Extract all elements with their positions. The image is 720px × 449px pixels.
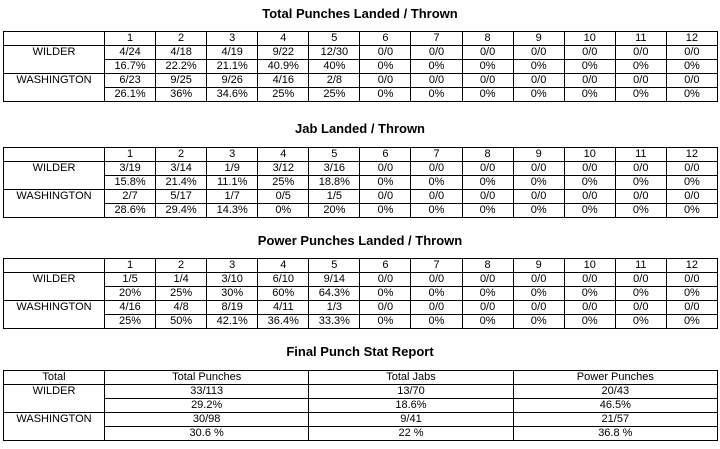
table-row [4, 399, 718, 413]
corner-cell [4, 148, 105, 162]
pct-cell: 0% [666, 315, 717, 329]
pct-cell: 36% [156, 88, 207, 102]
stat-cell: 0/0 [462, 190, 513, 204]
round-header: 11 [615, 32, 666, 46]
pct-cell: 0% [666, 88, 717, 102]
pct-cell: 28.6% [105, 204, 156, 218]
round-header: 1 [105, 148, 156, 162]
stat-cell: 33/113 [105, 385, 309, 399]
pct-cell: 15.8% [105, 176, 156, 190]
stat-cell: 0/0 [513, 46, 564, 60]
stat-cell: 9/22 [258, 46, 309, 60]
round-header: 2 [156, 259, 207, 273]
round-header: 11 [615, 148, 666, 162]
table-row [4, 162, 718, 176]
stat-cell: 0/0 [360, 46, 411, 60]
stat-cell: 0/0 [513, 162, 564, 176]
round-header: 7 [411, 148, 462, 162]
round-header: 2 [156, 32, 207, 46]
fighter-name: WILDER [4, 162, 105, 190]
stat-cell: 9/41 [309, 413, 513, 427]
pct-cell: 0% [411, 287, 462, 301]
pct-cell: 0% [564, 204, 615, 218]
stat-cell: 0/0 [564, 273, 615, 287]
stat-cell: 12/30 [309, 46, 360, 60]
stat-cell: 0/0 [360, 74, 411, 88]
stat-cell: 0/0 [462, 273, 513, 287]
stat-cell: 0/0 [360, 301, 411, 315]
pct-cell: 0% [564, 287, 615, 301]
table-row [4, 273, 718, 287]
stat-cell: 0/0 [666, 46, 717, 60]
pct-cell: 0% [462, 287, 513, 301]
stat-cell: 4/16 [258, 74, 309, 88]
pct-cell: 40% [309, 60, 360, 74]
pct-cell: 0% [615, 88, 666, 102]
jab-table [3, 147, 718, 218]
pct-cell: 25% [258, 176, 309, 190]
pct-cell: 0% [564, 88, 615, 102]
stat-cell: 4/16 [105, 301, 156, 315]
column-header: Total Punches [105, 371, 309, 385]
stat-cell: 3/10 [207, 273, 258, 287]
table-row [4, 46, 718, 60]
table-row [4, 60, 718, 74]
pct-cell: 0% [258, 204, 309, 218]
stat-cell: 0/0 [564, 46, 615, 60]
pct-cell: 0% [462, 315, 513, 329]
stat-cell: 0/0 [411, 162, 462, 176]
stat-cell: 0/0 [615, 190, 666, 204]
pct-cell: 25% [156, 287, 207, 301]
stat-cell: 0/0 [615, 162, 666, 176]
stat-cell: 5/17 [156, 190, 207, 204]
stat-cell: 1/9 [207, 162, 258, 176]
pct-cell: 0% [666, 204, 717, 218]
pct-cell: 0% [666, 287, 717, 301]
round-header: 4 [258, 148, 309, 162]
table-row [4, 385, 718, 399]
stat-cell: 9/14 [309, 273, 360, 287]
stat-cell: 4/18 [156, 46, 207, 60]
round-header: 8 [462, 259, 513, 273]
stat-cell: 1/3 [309, 301, 360, 315]
pct-cell: 0% [615, 204, 666, 218]
round-header: 5 [309, 148, 360, 162]
pct-cell: 0% [462, 204, 513, 218]
round-header: 5 [309, 259, 360, 273]
power-punches-title: Power Punches Landed / Thrown [257, 233, 463, 248]
total-punches-table [3, 31, 718, 102]
round-header: 4 [258, 32, 309, 46]
pct-cell: 21.4% [156, 176, 207, 190]
pct-cell: 0% [360, 204, 411, 218]
round-header: 10 [564, 148, 615, 162]
final-header-row [4, 371, 718, 385]
final-report-table [3, 370, 718, 441]
pct-cell: 33.3% [309, 315, 360, 329]
pct-cell: 0% [360, 88, 411, 102]
stat-cell: 1/7 [207, 190, 258, 204]
round-header: 6 [360, 32, 411, 46]
stat-cell: 0/0 [360, 162, 411, 176]
pct-cell: 30.6 % [105, 427, 309, 441]
pct-cell: 60% [258, 287, 309, 301]
fighter-name: WASHINGTON [4, 74, 105, 102]
round-header: 3 [207, 148, 258, 162]
pct-cell: 0% [666, 176, 717, 190]
stat-cell: 0/0 [564, 162, 615, 176]
pct-cell: 0% [411, 60, 462, 74]
table-row [4, 301, 718, 315]
stat-cell: 0/0 [411, 301, 462, 315]
round-header-row [4, 32, 718, 46]
stat-cell: 20/43 [513, 385, 717, 399]
stat-cell: 2/8 [309, 74, 360, 88]
stat-cell: 8/19 [207, 301, 258, 315]
stat-cell: 6/23 [105, 74, 156, 88]
pct-cell: 25% [309, 88, 360, 102]
round-header: 4 [258, 259, 309, 273]
stat-cell: 6/10 [258, 273, 309, 287]
corner-cell [4, 32, 105, 46]
stat-cell: 0/0 [666, 190, 717, 204]
stat-cell: 30/98 [105, 413, 309, 427]
fighter-name: WILDER [4, 46, 105, 74]
round-header: 8 [462, 148, 513, 162]
pct-cell: 0% [513, 204, 564, 218]
pct-cell: 21.1% [207, 60, 258, 74]
stat-cell: 0/0 [564, 190, 615, 204]
round-header: 10 [564, 259, 615, 273]
stat-cell: 0/0 [666, 273, 717, 287]
round-header: 9 [513, 148, 564, 162]
pct-cell: 0% [513, 315, 564, 329]
pct-cell: 25% [258, 88, 309, 102]
round-header: 6 [360, 259, 411, 273]
stat-cell: 0/0 [462, 46, 513, 60]
stat-cell: 0/0 [615, 273, 666, 287]
stat-cell: 9/25 [156, 74, 207, 88]
pct-cell: 25% [105, 315, 156, 329]
pct-cell: 26.1% [105, 88, 156, 102]
pct-cell: 30% [207, 287, 258, 301]
stat-cell: 0/5 [258, 190, 309, 204]
column-header: Total [4, 371, 105, 385]
round-header-row [4, 148, 718, 162]
pct-cell: 0% [615, 60, 666, 74]
stat-cell: 21/57 [513, 413, 717, 427]
pct-cell: 0% [564, 176, 615, 190]
stat-cell: 0/0 [462, 162, 513, 176]
pct-cell: 22 % [309, 427, 513, 441]
round-header: 12 [666, 32, 717, 46]
pct-cell: 20% [105, 287, 156, 301]
stat-cell: 0/0 [360, 273, 411, 287]
pct-cell: 36.8 % [513, 427, 717, 441]
stat-cell: 0/0 [411, 190, 462, 204]
table-row [4, 204, 718, 218]
table-row [4, 427, 718, 441]
stat-cell: 0/0 [666, 162, 717, 176]
fighter-name: WILDER [4, 385, 105, 413]
total-punches-title: Total Punches Landed / Thrown [262, 6, 458, 21]
pct-cell: 0% [513, 287, 564, 301]
stat-cell: 4/11 [258, 301, 309, 315]
column-header: Total Jabs [309, 371, 513, 385]
pct-cell: 0% [462, 60, 513, 74]
pct-cell: 40.9% [258, 60, 309, 74]
pct-cell: 0% [411, 88, 462, 102]
stat-cell: 0/0 [513, 273, 564, 287]
pct-cell: 14.3% [207, 204, 258, 218]
stat-cell: 0/0 [411, 74, 462, 88]
pct-cell: 0% [462, 88, 513, 102]
table-row [4, 315, 718, 329]
pct-cell: 0% [615, 315, 666, 329]
pct-cell: 16.7% [105, 60, 156, 74]
pct-cell: 0% [513, 60, 564, 74]
stat-cell: 3/14 [156, 162, 207, 176]
stat-cell: 0/0 [615, 74, 666, 88]
round-header: 9 [513, 259, 564, 273]
fighter-name: WASHINGTON [4, 413, 105, 441]
round-header: 10 [564, 32, 615, 46]
stat-cell: 0/0 [360, 190, 411, 204]
stat-cell: 0/0 [615, 301, 666, 315]
round-header: 1 [105, 32, 156, 46]
stat-cell: 13/70 [309, 385, 513, 399]
pct-cell: 0% [462, 176, 513, 190]
pct-cell: 29.2% [105, 399, 309, 413]
round-header-row [4, 259, 718, 273]
stat-cell: 1/5 [105, 273, 156, 287]
pct-cell: 36.4% [258, 315, 309, 329]
pct-cell: 0% [360, 315, 411, 329]
pct-cell: 0% [360, 176, 411, 190]
stat-cell: 3/12 [258, 162, 309, 176]
pct-cell: 64.3% [309, 287, 360, 301]
pct-cell: 18.6% [309, 399, 513, 413]
pct-cell: 0% [513, 88, 564, 102]
pct-cell: 0% [360, 287, 411, 301]
round-header: 1 [105, 259, 156, 273]
pct-cell: 0% [615, 287, 666, 301]
stat-cell: 3/19 [105, 162, 156, 176]
stat-cell: 0/0 [513, 190, 564, 204]
corner-cell [4, 259, 105, 273]
pct-cell: 11.1% [207, 176, 258, 190]
round-header: 12 [666, 148, 717, 162]
pct-cell: 0% [564, 60, 615, 74]
table-row [4, 74, 718, 88]
stat-cell: 9/26 [207, 74, 258, 88]
round-header: 2 [156, 148, 207, 162]
stat-cell: 0/0 [411, 46, 462, 60]
table-row [4, 88, 718, 102]
pct-cell: 0% [513, 176, 564, 190]
pct-cell: 0% [615, 176, 666, 190]
pct-cell: 29.4% [156, 204, 207, 218]
stat-cell: 0/0 [462, 301, 513, 315]
pct-cell: 0% [411, 204, 462, 218]
round-header: 7 [411, 32, 462, 46]
column-header: Power Punches [513, 371, 717, 385]
pct-cell: 34.6% [207, 88, 258, 102]
pct-cell: 0% [564, 315, 615, 329]
stat-cell: 0/0 [564, 74, 615, 88]
stat-cell: 4/24 [105, 46, 156, 60]
fighter-name: WASHINGTON [4, 190, 105, 218]
jab-title: Jab Landed / Thrown [294, 121, 425, 136]
pct-cell: 22.2% [156, 60, 207, 74]
stat-cell: 4/19 [207, 46, 258, 60]
stat-cell: 2/7 [105, 190, 156, 204]
stat-cell: 0/0 [615, 46, 666, 60]
pct-cell: 20% [309, 204, 360, 218]
round-header: 5 [309, 32, 360, 46]
round-header: 6 [360, 148, 411, 162]
round-header: 12 [666, 259, 717, 273]
stat-cell: 3/16 [309, 162, 360, 176]
round-header: 3 [207, 32, 258, 46]
stat-cell: 1/4 [156, 273, 207, 287]
pct-cell: 0% [360, 60, 411, 74]
round-header: 11 [615, 259, 666, 273]
stat-cell: 0/0 [666, 74, 717, 88]
power-punches-table [3, 258, 718, 329]
pct-cell: 0% [411, 315, 462, 329]
fighter-name: WILDER [4, 273, 105, 301]
stat-cell: 0/0 [666, 301, 717, 315]
table-row [4, 190, 718, 204]
pct-cell: 42.1% [207, 315, 258, 329]
stat-cell: 0/0 [462, 74, 513, 88]
table-row [4, 287, 718, 301]
table-row [4, 413, 718, 427]
table-row [4, 176, 718, 190]
stat-cell: 0/0 [564, 301, 615, 315]
pct-cell: 0% [411, 176, 462, 190]
round-header: 3 [207, 259, 258, 273]
fighter-name: WASHINGTON [4, 301, 105, 329]
round-header: 7 [411, 259, 462, 273]
stat-cell: 0/0 [411, 273, 462, 287]
pct-cell: 46.5% [513, 399, 717, 413]
round-header: 8 [462, 32, 513, 46]
pct-cell: 18.8% [309, 176, 360, 190]
pct-cell: 0% [666, 60, 717, 74]
round-header: 9 [513, 32, 564, 46]
stat-cell: 1/5 [309, 190, 360, 204]
stat-cell: 4/8 [156, 301, 207, 315]
final-report-title: Final Punch Stat Report [286, 344, 434, 359]
stat-cell: 0/0 [513, 301, 564, 315]
pct-cell: 50% [156, 315, 207, 329]
stat-cell: 0/0 [513, 74, 564, 88]
